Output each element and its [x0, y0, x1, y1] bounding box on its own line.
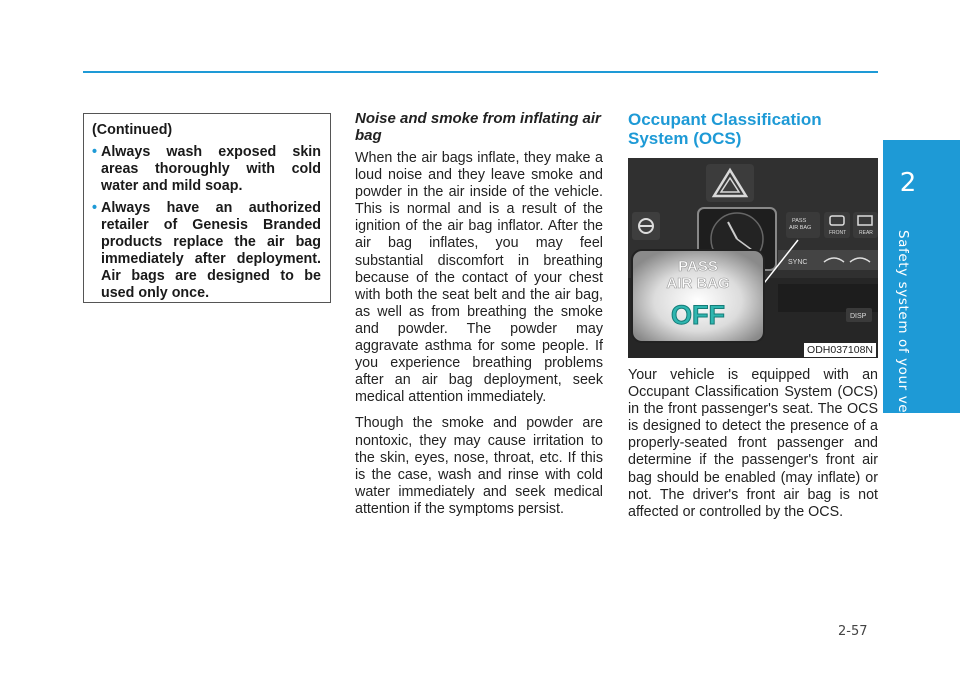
indicator-text-pass: PASS [678, 258, 718, 275]
chapter-number: 2 [899, 168, 917, 198]
figure-code: ODH037108N [804, 343, 876, 357]
defrost-rear-icon [853, 212, 878, 238]
ocs-paragraph: Your vehicle is equipped with an Occupant Classification System (OCS) in the front passenger's seat. The OCS is designed to detect the presence of a properly-seated front passenger and determine if the passenger's front air bag should be enabled (may inflate) or not. The driver's front air bag is not affected or controlled by the OCS. [628, 367, 878, 520]
panel-label-rear: REAR [859, 230, 873, 236]
noise-paragraph-2: Though the smoke and powder are nontoxic, they may cause irritation to the skin, eyes, nose, throat, etc. If this is the case, wash and rinse with cold water immediately and seek medical attention if the symptoms persist. [355, 415, 603, 517]
hazard-triangle-icon [706, 164, 754, 202]
chapter-title: Safety system of your vehicle [895, 230, 911, 449]
indicator-text-air-bag: AIR BAG [666, 275, 730, 292]
continued-label: (Continued) [92, 122, 173, 138]
header-rule [83, 71, 878, 73]
ocs-figure [628, 158, 878, 358]
warning-item-text: Always have an authorized retailer of Genesis Branded products replace the air bag immediately after deployment. Air bags are designed to be used only once. [101, 200, 321, 301]
bullet-dot-icon: • [92, 144, 98, 160]
bullet-dot-icon: • [92, 200, 98, 216]
warning-item-text: Always wash exposed skin areas thoroughly with cold water and mild soap. [101, 144, 321, 194]
warning-item [92, 200, 321, 302]
noise-section [355, 110, 603, 527]
page-number: 2-57 [838, 624, 868, 639]
ocs-heading: Occupant Classification System (OCS) [628, 110, 822, 148]
indicator-text-off: OFF [671, 300, 725, 330]
defrost-front-icon [824, 212, 850, 238]
chapter-tab [883, 140, 960, 449]
warning-list [92, 144, 321, 302]
panel-label-front: FRONT [829, 230, 847, 236]
noise-heading: Noise and smoke from inflating air bag [355, 110, 601, 144]
warning-box [83, 113, 331, 303]
dashboard-illustration [628, 158, 878, 358]
svg-text:AIR BAG: AIR BAG [789, 225, 812, 231]
pass-air-bag-off-indicator [632, 250, 764, 342]
panel-label-disp: DISP [850, 313, 867, 320]
ocs-section [628, 110, 878, 530]
warning-item [92, 144, 321, 195]
panel-label-pass-air-bag: PASS [792, 218, 807, 224]
noise-paragraph-1: When the air bags inflate, they make a loud noise and they leave smoke and powder in the air inside of the vehicle. This is normal and is a result of the ignition of the air bag inflator. After the air bag inflates, you may feel substantial discomfort in breathing because of the contact of your chest with both the seat belt and the air bag, as well as from breathing the smoke and powder. The powder may aggravate asthma for some people. If you experience breathing problems after an air bag deployment, seek medical attention immediately. [355, 150, 603, 406]
panel-label-sync: SYNC [788, 259, 808, 266]
fan-icon [632, 212, 660, 240]
